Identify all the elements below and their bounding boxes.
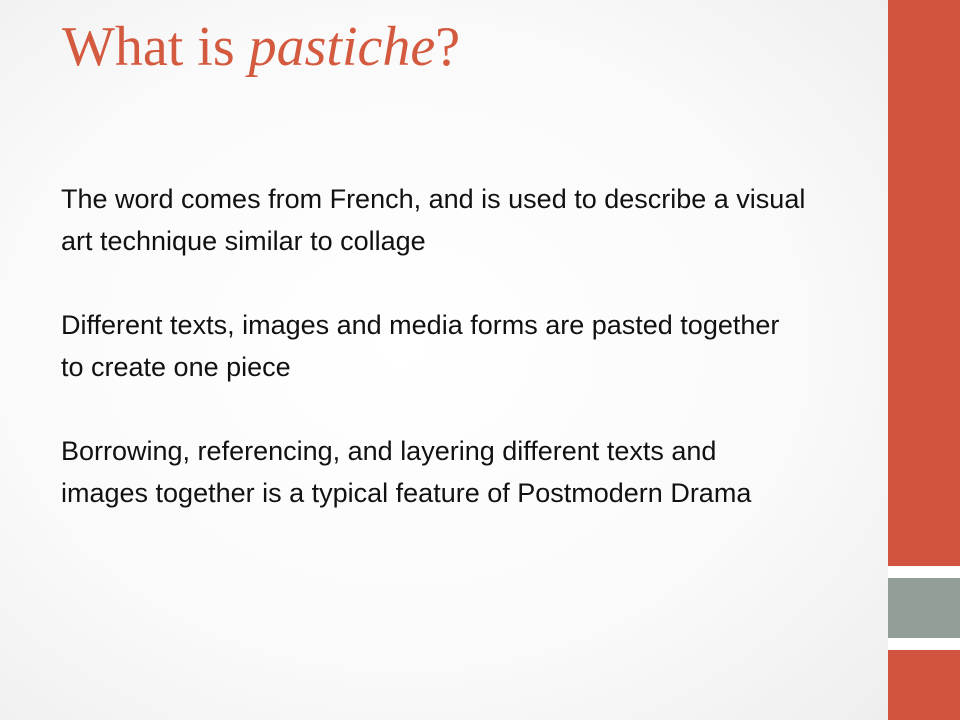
accent-bar-gap-lower bbox=[888, 638, 960, 650]
slide-title bbox=[62, 12, 460, 82]
title-emphasis: pastiche bbox=[248, 16, 436, 78]
accent-bar-gap-upper bbox=[888, 566, 960, 578]
accent-bar-bottom bbox=[888, 650, 960, 720]
slide-body bbox=[61, 178, 806, 514]
paragraph-postmodern: Borrowing, referencing, and layering different texts and images together is a typical feature of Postmodern Drama bbox=[61, 436, 752, 508]
paragraph-technique: Different texts, images and media forms are pasted together to create one piece bbox=[61, 310, 780, 382]
paragraph-origin: The word comes from French, and is used to describe a visual art technique similar to collage bbox=[61, 184, 806, 256]
title-prefix: What is bbox=[62, 16, 249, 78]
accent-bar-middle bbox=[888, 578, 960, 638]
title-suffix: ? bbox=[435, 16, 461, 78]
accent-bar-top bbox=[888, 0, 960, 566]
